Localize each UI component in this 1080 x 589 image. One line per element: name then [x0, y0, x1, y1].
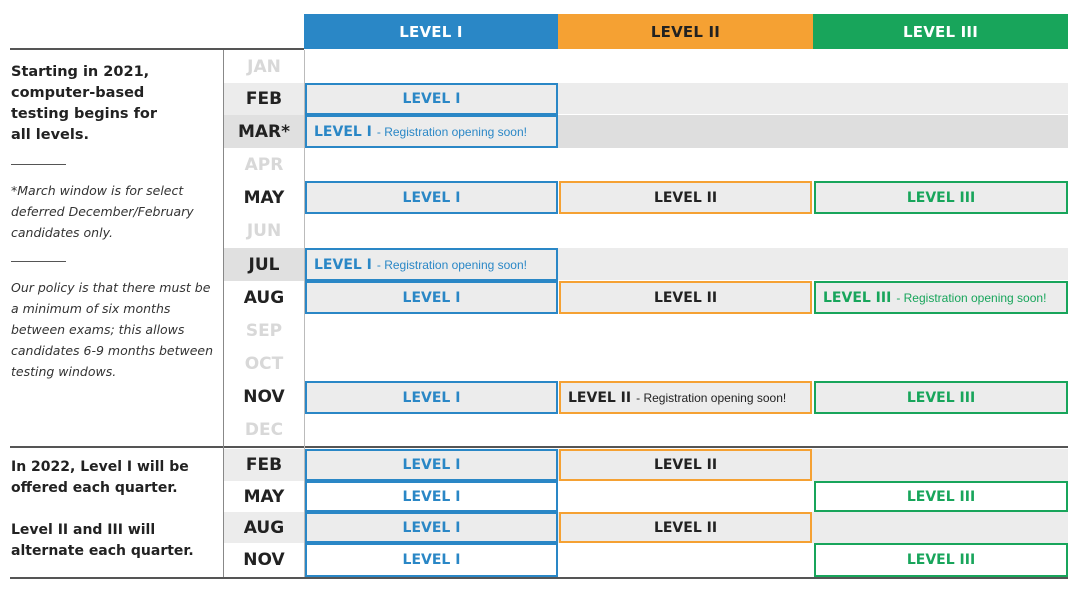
sidebar-note-policy: Our policy is that there must be a minimum of six months between exams; this allows candidates 6-9 months between testing windows.	[11, 280, 214, 379]
month-apr: APR	[244, 154, 284, 175]
month-aug: AUG	[243, 287, 285, 308]
section-divider-2022	[10, 446, 1068, 448]
sidebar-note-march: *March window is for select deferred December/February candidates only.	[11, 183, 194, 240]
month-2022-nov: NOV	[243, 550, 285, 570]
sidebar-dash-2	[11, 261, 66, 262]
cell-label: LEVEL I	[314, 256, 372, 273]
cell-nov-level-1	[305, 381, 558, 414]
cell-2022-feb-level-1	[305, 449, 558, 481]
cell-label: LEVEL I	[402, 91, 461, 107]
cell-feb-level-1	[305, 83, 558, 115]
cell-2022-aug-level-2	[559, 512, 812, 543]
month-sep: SEP	[245, 320, 283, 341]
month-2022-aug: AUG	[224, 512, 304, 543]
cell-label: LEVEL I	[402, 189, 461, 206]
month-jan: JAN	[247, 56, 281, 77]
cell-2022-nov-level-3	[814, 543, 1068, 577]
cell-2022-may-level-1	[305, 481, 558, 512]
cell-label: LEVEL III	[906, 389, 976, 406]
cell-2022-may-level-3	[814, 481, 1068, 512]
cell-label: LEVEL I	[314, 123, 372, 140]
header-level-2: LEVEL II	[558, 14, 813, 49]
cell-label: LEVEL I	[402, 519, 461, 536]
cell-label: LEVEL II	[568, 389, 632, 406]
cell-label: LEVEL I	[402, 389, 461, 406]
cell-mar-level-1	[305, 115, 558, 148]
month-2022-may: MAY	[243, 486, 285, 507]
cell-aug-level-1	[305, 281, 558, 314]
cell-label: LEVEL II	[653, 519, 718, 536]
header-level-1: LEVEL I	[304, 14, 558, 49]
sidebar-title-2022-a: In 2022, Level I will be offered each quarter.	[11, 459, 189, 496]
cell-label: LEVEL I	[402, 289, 461, 306]
cell-aug-level-2	[559, 281, 812, 314]
sidebar-2021	[11, 62, 216, 382]
sidebar-2022	[11, 457, 216, 562]
registration-note: - Registration opening soon!	[376, 257, 527, 272]
cell-may-level-1	[305, 181, 558, 214]
cell-label: LEVEL III	[906, 488, 976, 505]
sidebar-title-2021: Starting in 2021, computer-based testing begins for all levels.	[11, 64, 158, 143]
cell-label: LEVEL I	[402, 457, 461, 473]
cell-label: LEVEL II	[653, 289, 718, 306]
cell-label: LEVEL II	[653, 457, 718, 473]
cell-jul-level-1	[305, 248, 558, 281]
cell-may-level-2	[559, 181, 812, 214]
registration-note: - Registration opening soon!	[376, 124, 527, 139]
sidebar-dash-1	[11, 164, 66, 165]
month-oct: OCT	[244, 353, 284, 374]
month-dec: DEC	[244, 420, 284, 440]
cell-label: LEVEL II	[653, 189, 718, 206]
month-2022-feb: FEB	[224, 449, 304, 481]
cell-may-level-3	[814, 181, 1068, 214]
registration-note: - Registration opening soon!	[896, 290, 1047, 305]
month-jun: JUN	[246, 221, 282, 241]
month-jul: JUL	[224, 248, 304, 281]
cell-nov-level-3	[814, 381, 1068, 414]
cell-label: LEVEL III	[906, 189, 976, 206]
cell-2022-nov-level-1	[305, 543, 558, 577]
cell-aug-level-3	[814, 281, 1068, 314]
month-feb: FEB	[224, 83, 304, 115]
registration-note: - Registration opening soon!	[636, 390, 787, 405]
month-nov: NOV	[243, 387, 285, 407]
bottom-rule	[10, 577, 1068, 579]
sidebar-title-2022-b: Level II and III will alternate each quarter.	[11, 522, 194, 559]
cell-label: LEVEL I	[402, 488, 461, 505]
cell-label: LEVEL III	[823, 289, 892, 306]
month-mar: MAR*	[224, 115, 304, 148]
month-may: MAY	[243, 187, 285, 208]
cell-nov-level-2	[559, 381, 812, 414]
cell-label: LEVEL I	[402, 552, 461, 568]
cell-2022-feb-level-2	[559, 449, 812, 481]
cell-2022-aug-level-1	[305, 512, 558, 543]
header-level-3: LEVEL III	[813, 14, 1068, 49]
cell-label: LEVEL III	[906, 552, 976, 568]
